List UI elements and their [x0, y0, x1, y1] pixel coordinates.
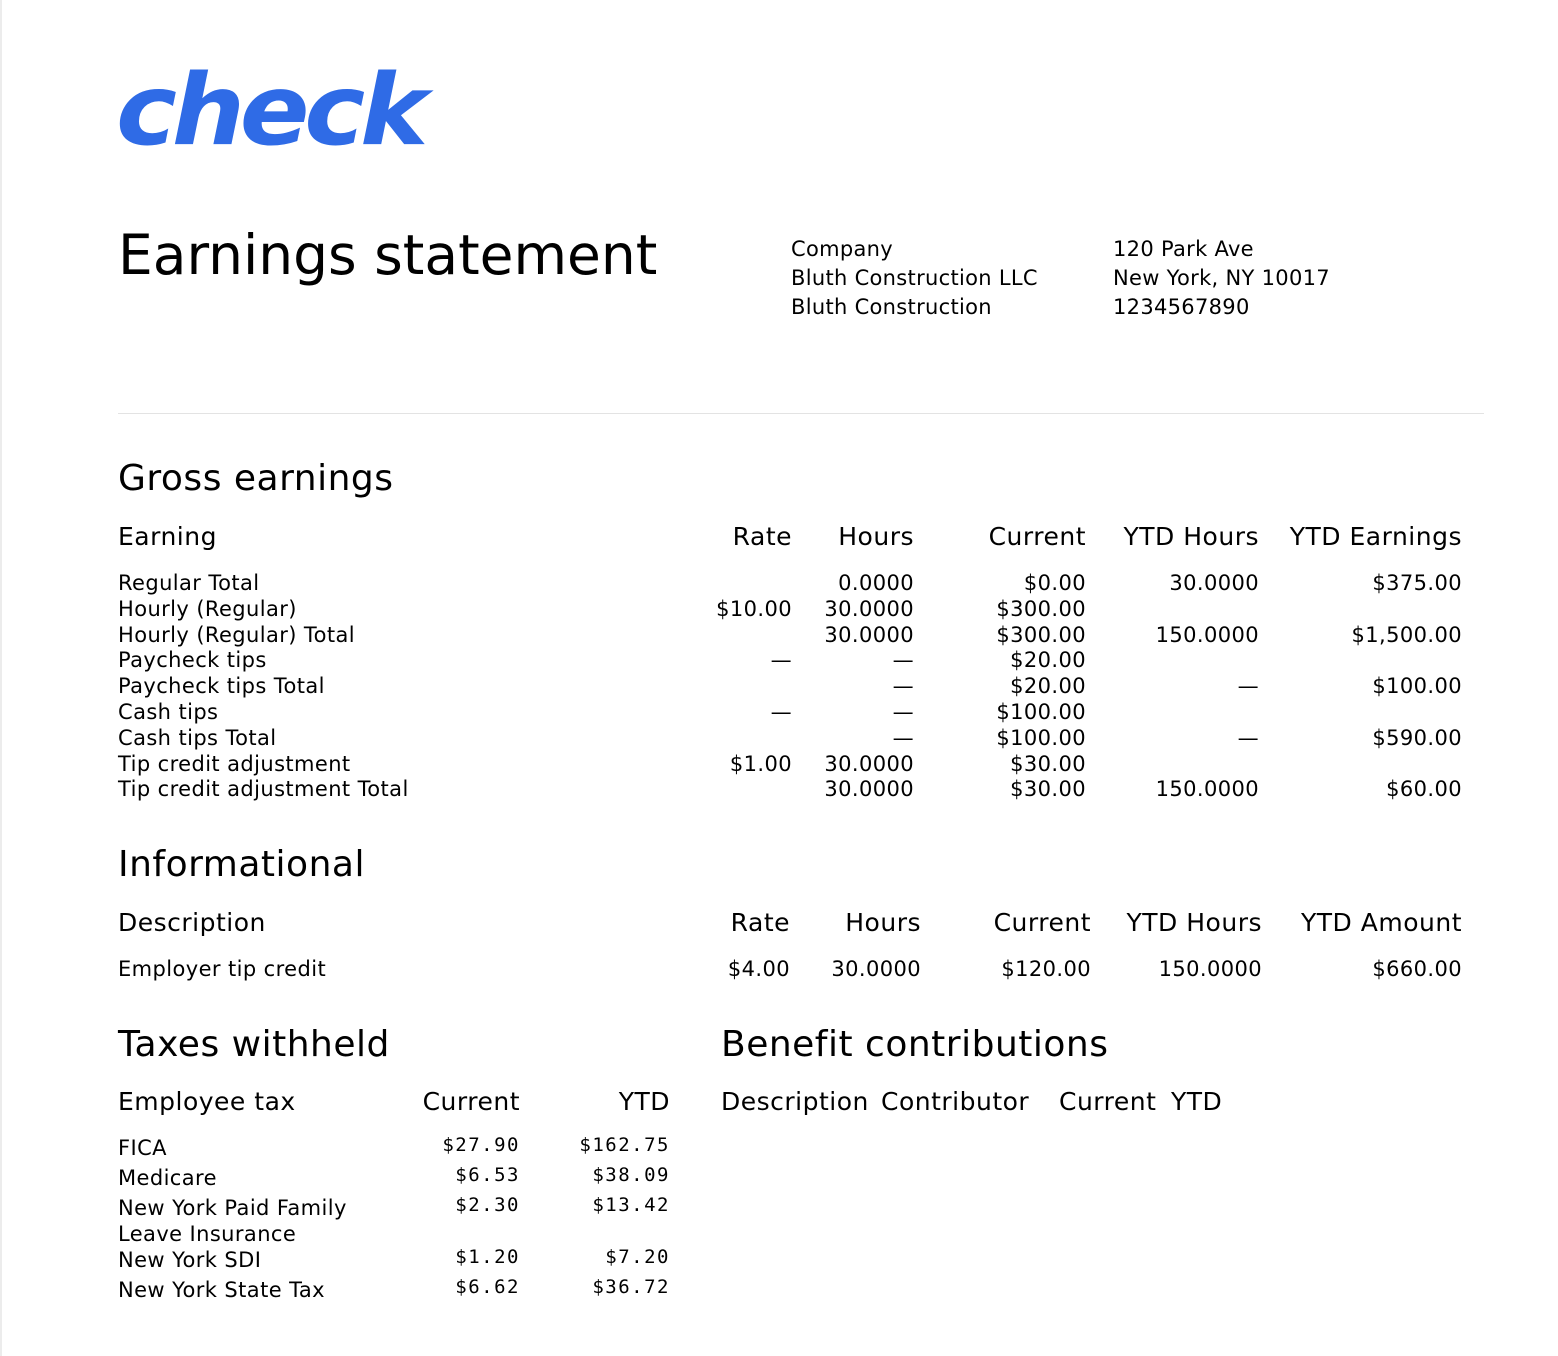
col-rate: Rate: [732, 522, 792, 551]
earning-name: Hourly (Regular): [118, 596, 297, 621]
col-ytd-earnings: YTD Earnings: [1289, 522, 1462, 551]
earning-rate: $1.00: [729, 751, 792, 776]
info-rate: $4.00: [727, 957, 790, 981]
earning-current: $100.00: [996, 700, 1086, 724]
tax-name: Leave Insurance: [118, 1222, 297, 1246]
table-row: [0, 1194, 1558, 1246]
address-phone: 1234567890: [1113, 295, 1250, 319]
col-ytd: YTD: [1171, 1087, 1223, 1116]
taxes-withheld-heading: Taxes withheld: [118, 1024, 390, 1065]
tax-ytd: $38.09: [592, 1164, 670, 1186]
tax-name: FICA: [118, 1136, 167, 1160]
table-row: [0, 1246, 1558, 1276]
earning-current: $30.00: [1010, 777, 1086, 802]
page-title: Earnings statement: [118, 223, 658, 287]
header-divider: [118, 413, 1484, 414]
earning-hours: —: [892, 648, 914, 673]
earning-name: Tip credit adjustment: [118, 751, 351, 776]
company-legal-name: Bluth Construction LLC: [791, 266, 1038, 290]
earning-ytd-earnings: $375.00: [1372, 571, 1462, 595]
tax-current: $6.53: [455, 1164, 520, 1186]
earning-ytd-earnings: $60.00: [1386, 777, 1462, 802]
col-contributor: Contributor: [881, 1087, 1030, 1116]
earning-rate: $10.00: [716, 596, 792, 621]
tax-name: New York Paid Family: [118, 1196, 347, 1220]
col-current: Current: [422, 1087, 520, 1116]
info-ytd-hours: 150.0000: [1158, 957, 1262, 981]
info-current: $120.00: [1001, 957, 1091, 981]
col-hours: Hours: [838, 522, 914, 551]
earning-current: $100.00: [996, 725, 1086, 750]
tax-ytd: $13.42: [592, 1194, 670, 1216]
earning-rate: —: [770, 648, 792, 673]
table-row: [0, 676, 1558, 702]
tax-name: New York State Tax: [118, 1278, 325, 1302]
info-ytd-amount: $660.00: [1372, 957, 1462, 981]
address-block: [1113, 235, 1330, 322]
earning-name: Tip credit adjustment Total: [118, 777, 409, 802]
earning-current: $30.00: [1010, 751, 1086, 776]
earning-name: Cash tips Total: [118, 725, 277, 750]
table-row: [0, 573, 1558, 599]
col-current: Current: [988, 522, 1086, 551]
check-logo: check: [116, 54, 424, 168]
earning-current: $300.00: [996, 622, 1086, 647]
tax-name: Medicare: [118, 1166, 217, 1190]
table-row: [0, 650, 1558, 676]
table-row: [0, 596, 1558, 625]
earning-hours: 30.0000: [824, 777, 914, 802]
col-description: Description: [118, 908, 266, 937]
col-ytd-amount: YTD Amount: [1301, 908, 1462, 937]
col-ytd-hours: YTD Hours: [1126, 908, 1262, 937]
earning-ytd-hours: —: [1237, 674, 1259, 699]
table-row: [0, 725, 1558, 754]
table-row: [0, 751, 1558, 780]
earning-name: Regular Total: [118, 571, 260, 595]
earning-hours: —: [892, 700, 914, 724]
earning-rate: —: [770, 700, 792, 724]
earning-name: Paycheck tips: [118, 648, 267, 673]
tax-current: $27.90: [442, 1134, 520, 1156]
earning-current: $300.00: [996, 596, 1086, 621]
col-ytd-hours: YTD Hours: [1123, 522, 1259, 551]
company-label: Company: [791, 237, 894, 261]
earning-ytd-earnings: $1,500.00: [1351, 622, 1462, 647]
table-row: [0, 1164, 1558, 1194]
table-row: [0, 779, 1558, 805]
benefit-contributions-heading: Benefit contributions: [721, 1024, 1109, 1065]
earning-hours: —: [892, 674, 914, 699]
earning-current: $20.00: [1010, 674, 1086, 699]
earning-ytd-earnings: $100.00: [1372, 674, 1462, 699]
table-row: [0, 959, 1558, 985]
earning-hours: 0.0000: [838, 571, 914, 595]
earning-name: Hourly (Regular) Total: [118, 622, 355, 647]
info-hours: 30.0000: [831, 957, 921, 981]
col-ytd: YTD: [618, 1087, 670, 1116]
col-description: Description: [721, 1087, 869, 1116]
tax-current: $1.20: [455, 1246, 520, 1268]
tax-current: $6.62: [455, 1276, 520, 1298]
tax-name: New York SDI: [118, 1248, 262, 1272]
gross-earnings-heading: Gross earnings: [118, 458, 394, 499]
table-row: [0, 1276, 1558, 1306]
earning-ytd-hours: 150.0000: [1155, 777, 1259, 802]
col-current: Current: [993, 908, 1091, 937]
company-trade-name: Bluth Construction: [791, 295, 992, 319]
tax-ytd: $36.72: [592, 1276, 670, 1298]
earning-current: $0.00: [1023, 571, 1086, 595]
earning-ytd-earnings: $590.00: [1372, 725, 1462, 750]
col-hours: Hours: [845, 908, 921, 937]
tax-ytd: $162.75: [579, 1134, 670, 1156]
col-current: Current: [1059, 1087, 1157, 1116]
earning-current: $20.00: [1010, 648, 1086, 673]
address-city: New York, NY 10017: [1113, 266, 1330, 290]
earning-hours: 30.0000: [824, 751, 914, 776]
table-row: [0, 622, 1558, 651]
col-earning: Earning: [118, 522, 217, 551]
address-street: 120 Park Ave: [1113, 237, 1254, 261]
company-block: [791, 235, 1038, 322]
earning-name: Cash tips: [118, 700, 219, 724]
info-description: Employer tip credit: [118, 957, 327, 981]
earning-ytd-hours: 150.0000: [1155, 622, 1259, 647]
earning-hours: —: [892, 725, 914, 750]
earning-hours: 30.0000: [824, 596, 914, 621]
earning-name: Paycheck tips Total: [118, 674, 325, 699]
informational-heading: Informational: [118, 844, 365, 885]
table-row: [0, 1134, 1558, 1164]
col-rate: Rate: [730, 908, 790, 937]
tax-current: $2.30: [455, 1194, 520, 1216]
tax-ytd: $7.20: [605, 1246, 670, 1268]
earning-ytd-hours: —: [1237, 725, 1259, 750]
earning-hours: 30.0000: [824, 622, 914, 647]
earning-ytd-hours: 30.0000: [1169, 571, 1259, 595]
table-row: [0, 702, 1558, 728]
col-employee-tax: Employee tax: [118, 1087, 296, 1116]
